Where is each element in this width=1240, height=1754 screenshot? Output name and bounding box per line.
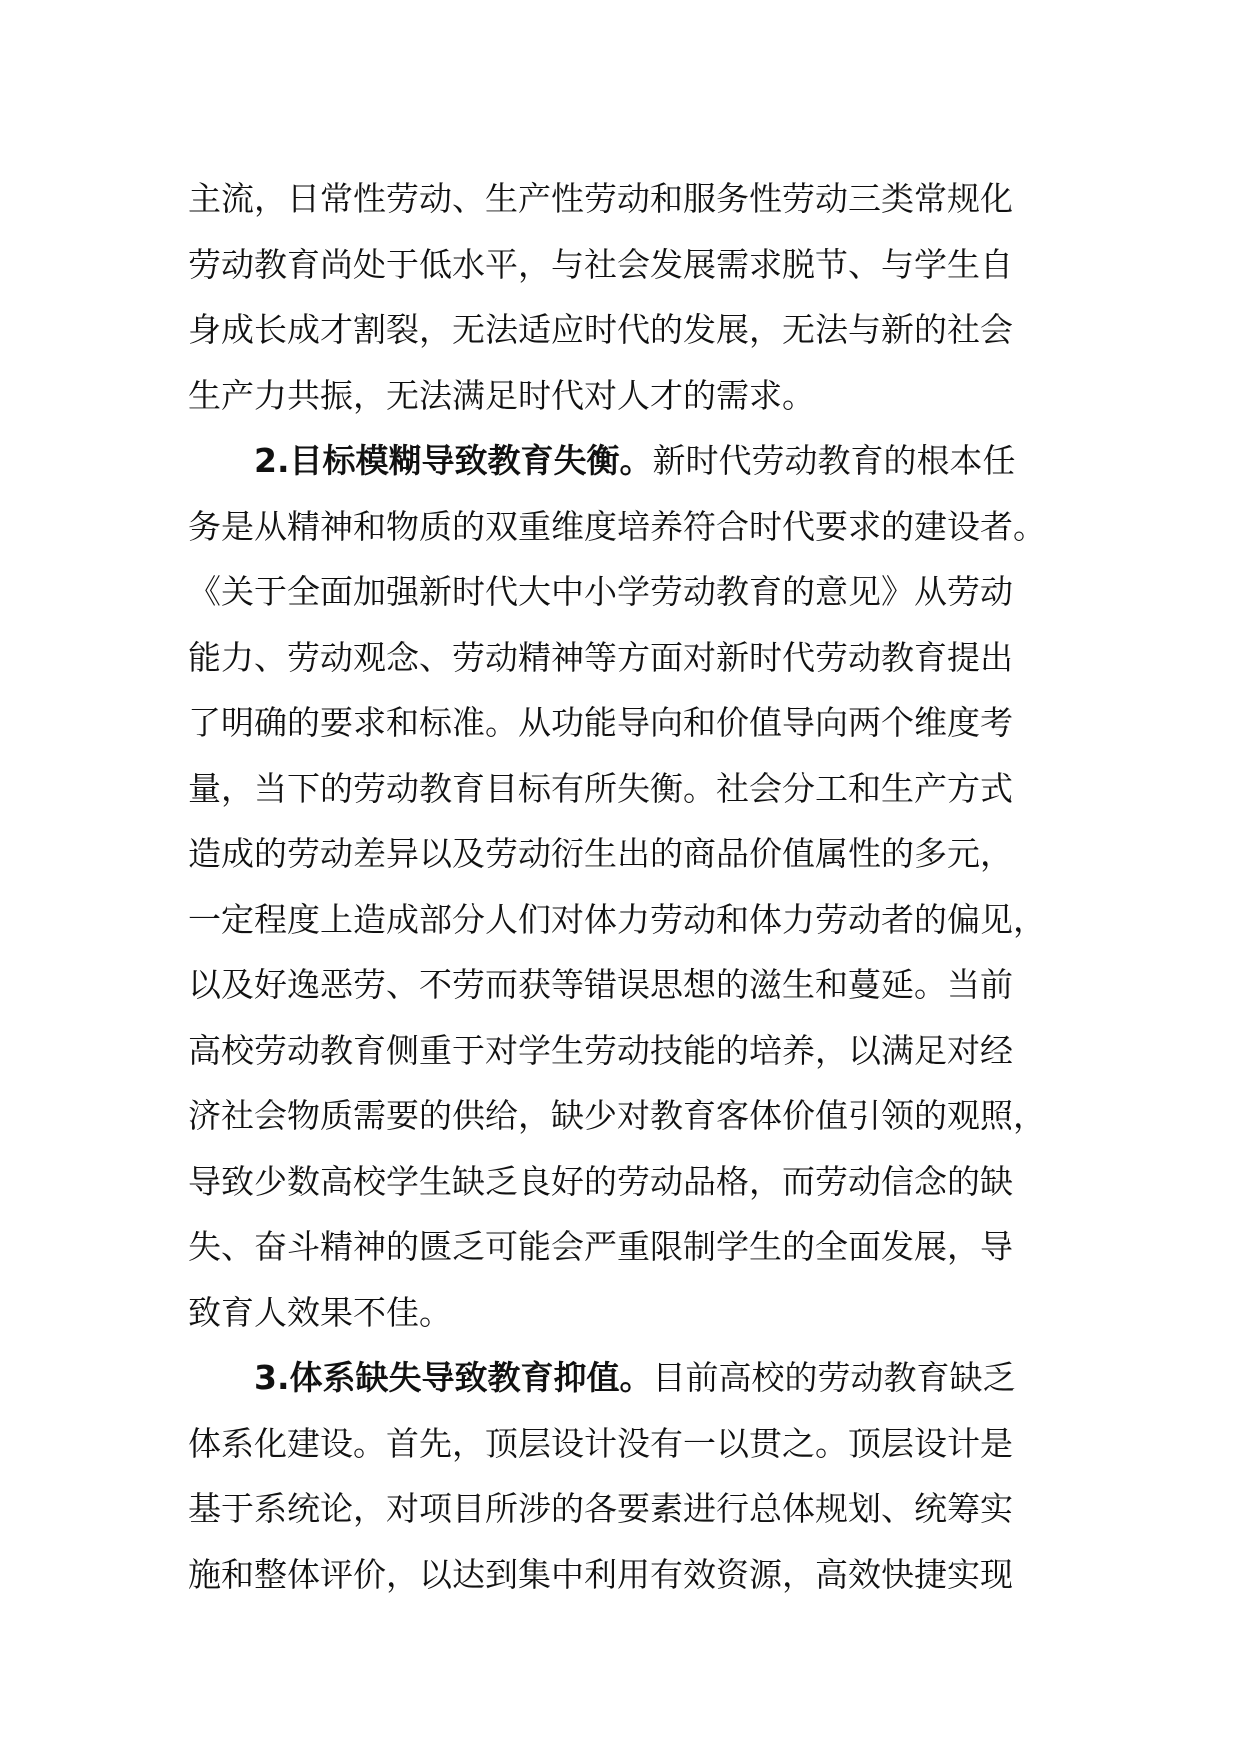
text-line-first [188, 428, 1068, 494]
text-line: 致育人效果不佳。 [188, 1292, 452, 1332]
text-line: 了明确的要求和标准。从功能导向和价值导向两个维度考 [188, 703, 1013, 742]
text-run: 目前高校的劳动教育缺乏 [652, 1358, 1016, 1397]
text-run: 新时代劳动教育的根本任 [652, 441, 1016, 480]
text-line: 体系化建设。首先，顶层设计没有一以贯之。顶层设计是 [188, 1423, 1013, 1463]
text-line: 身成长成才割裂，无法适应时代的发展，无法与新的社会 [188, 310, 1013, 349]
text-line: 劳动教育尚处于低水平，与社会发展需求脱节、与学生自 [188, 244, 1013, 284]
text-line: 主流，日常性劳动、生产性劳动和服务性劳动三类常规化 [188, 179, 1013, 218]
text-line: 失、奋斗精神的匮乏可能会严重限制学生的全面发展，导 [188, 1227, 1013, 1266]
text-line: 基于系统论，对项目所涉的各要素进行总体规划、统筹实 [188, 1489, 1013, 1528]
text-line-first [188, 1345, 1068, 1411]
text-line: 量，当下的劳动教育目标有所失衡。社会分工和生产方式 [188, 768, 1013, 808]
paragraph-3 [188, 1345, 1068, 1607]
text-line: 一定程度上造成部分人们对体力劳动和体力劳动者的偏见， [188, 899, 1046, 939]
paragraph-1 [188, 166, 1068, 428]
section-heading: 2.目标模糊导致教育失衡。 [254, 441, 653, 480]
text-line: 生产力共振，无法满足时代对人才的需求。 [188, 375, 815, 415]
section-heading: 3.体系缺失导致教育抑值。 [254, 1358, 653, 1397]
text-line: 济社会物质需要的供给，缺少对教育客体价值引领的观照， [188, 1096, 1046, 1135]
text-line: 施和整体评价，以达到集中利用有效资源，高效快捷实现 [188, 1554, 1013, 1594]
paragraph-2 [188, 428, 1068, 1345]
text-line: 高校劳动教育侧重于对学生劳动技能的培养，以满足对经 [188, 1030, 1013, 1070]
document-body [188, 166, 1068, 1607]
text-line: 以及好逸恶劳、不劳而获等错误思想的滋生和蔓延。当前 [188, 965, 1013, 1004]
text-line: 务是从精神和物质的双重维度培养符合时代要求的建设者。 [188, 506, 1046, 546]
text-line: 造成的劳动差异以及劳动衍生出的商品价值属性的多元， [188, 834, 1013, 873]
text-line: 导致少数高校学生缺乏良好的劳动品格，而劳动信念的缺 [188, 1161, 1013, 1201]
text-line: 《关于全面加强新时代大中小学劳动教育的意见》从劳动 [188, 572, 1013, 611]
text-line: 能力、劳动观念、劳动精神等方面对新时代劳动教育提出 [188, 637, 1013, 677]
